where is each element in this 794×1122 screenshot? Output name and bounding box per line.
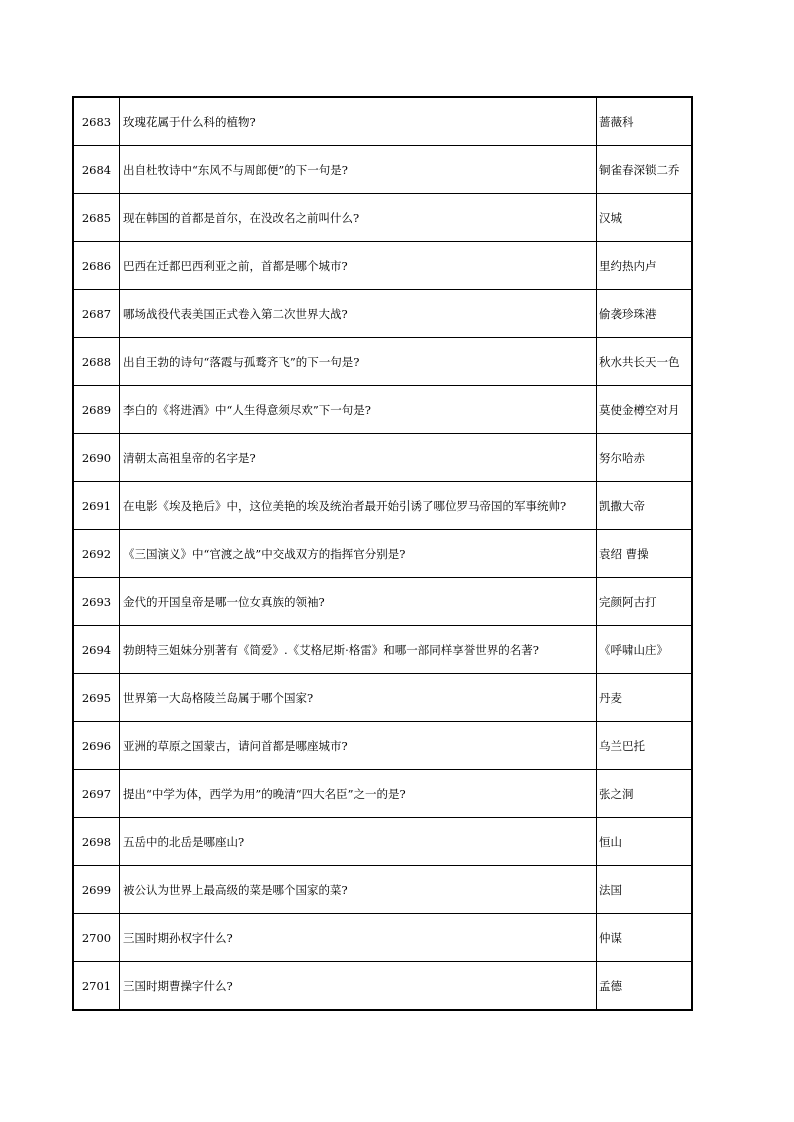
question-number: 2694 bbox=[73, 626, 120, 674]
question-number: 2684 bbox=[73, 146, 120, 194]
table-row bbox=[73, 146, 692, 194]
question-number: 2687 bbox=[73, 290, 120, 338]
table-row bbox=[73, 290, 692, 338]
answer-text: 蔷薇科 bbox=[597, 97, 693, 146]
question-text: 五岳中的北岳是哪座山? bbox=[120, 818, 597, 866]
answer-text: 孟德 bbox=[597, 962, 693, 1011]
question-number: 2699 bbox=[73, 866, 120, 914]
question-number: 2683 bbox=[73, 97, 120, 146]
answer-text: 张之洞 bbox=[597, 770, 693, 818]
question-number: 2692 bbox=[73, 530, 120, 578]
question-number: 2691 bbox=[73, 482, 120, 530]
answer-text: 秋水共长天一色 bbox=[597, 338, 693, 386]
answer-text: 丹麦 bbox=[597, 674, 693, 722]
question-text: 李白的《将进酒》中“人生得意须尽欢”下一句是? bbox=[120, 386, 597, 434]
question-text: 哪场战役代表美国正式卷入第二次世界大战? bbox=[120, 290, 597, 338]
question-text: 被公认为世界上最高级的菜是哪个国家的菜? bbox=[120, 866, 597, 914]
question-text: 在电影《埃及艳后》中，这位美艳的埃及统治者最开始引诱了哪位罗马帝国的军事统帅? bbox=[120, 482, 597, 530]
question-text: 巴西在迁都巴西利亚之前，首都是哪个城市? bbox=[120, 242, 597, 290]
answer-text: 努尔哈赤 bbox=[597, 434, 693, 482]
table-row bbox=[73, 434, 692, 482]
table-row bbox=[73, 914, 692, 962]
question-text: 出自杜牧诗中“东风不与周郎便”的下一句是? bbox=[120, 146, 597, 194]
quiz-table bbox=[72, 96, 693, 1011]
question-text: 清朝太高祖皇帝的名字是? bbox=[120, 434, 597, 482]
table-row bbox=[73, 626, 692, 674]
table-row bbox=[73, 578, 692, 626]
question-text: 三国时期曹操字什么? bbox=[120, 962, 597, 1011]
answer-text: 里约热内卢 bbox=[597, 242, 693, 290]
answer-text: 凯撒大帝 bbox=[597, 482, 693, 530]
question-number: 2700 bbox=[73, 914, 120, 962]
table-row bbox=[73, 866, 692, 914]
answer-text: 完颜阿古打 bbox=[597, 578, 693, 626]
table-row bbox=[73, 962, 692, 1011]
answer-text: 偷袭珍珠港 bbox=[597, 290, 693, 338]
table-row bbox=[73, 97, 692, 146]
table-row bbox=[73, 770, 692, 818]
question-number: 2701 bbox=[73, 962, 120, 1011]
question-text: 《三国演义》中“官渡之战”中交战双方的指挥官分别是? bbox=[120, 530, 597, 578]
question-text: 提出“中学为体，西学为用”的晚清“四大名臣”之一的是? bbox=[120, 770, 597, 818]
answer-text: 恒山 bbox=[597, 818, 693, 866]
question-text: 世界第一大岛格陵兰岛属于哪个国家? bbox=[120, 674, 597, 722]
question-number: 2698 bbox=[73, 818, 120, 866]
answer-text: 仲谋 bbox=[597, 914, 693, 962]
answer-text: 莫使金樽空对月 bbox=[597, 386, 693, 434]
question-number: 2697 bbox=[73, 770, 120, 818]
table-row bbox=[73, 386, 692, 434]
question-number: 2688 bbox=[73, 338, 120, 386]
question-text: 出自王勃的诗句“落霞与孤鹜齐飞”的下一句是? bbox=[120, 338, 597, 386]
question-text: 三国时期孙权字什么? bbox=[120, 914, 597, 962]
table-row bbox=[73, 530, 692, 578]
question-number: 2689 bbox=[73, 386, 120, 434]
question-text: 玫瑰花属于什么科的植物? bbox=[120, 97, 597, 146]
answer-text: 法国 bbox=[597, 866, 693, 914]
question-number: 2695 bbox=[73, 674, 120, 722]
answer-text: 铜雀春深锁二乔 bbox=[597, 146, 693, 194]
question-text: 金代的开国皇帝是哪一位女真族的领袖? bbox=[120, 578, 597, 626]
answer-text: 袁绍 曹操 bbox=[597, 530, 693, 578]
answer-text: 乌兰巴托 bbox=[597, 722, 693, 770]
question-number: 2690 bbox=[73, 434, 120, 482]
question-text: 亚洲的草原之国蒙古，请问首都是哪座城市? bbox=[120, 722, 597, 770]
question-text: 勃朗特三姐妹分别著有《简爱》.《艾格尼斯·格雷》和哪一部同样享誉世界的名著? bbox=[120, 626, 597, 674]
table-row bbox=[73, 482, 692, 530]
question-number: 2686 bbox=[73, 242, 120, 290]
table-row bbox=[73, 722, 692, 770]
answer-text: 《呼啸山庄》 bbox=[597, 626, 693, 674]
table-row bbox=[73, 194, 692, 242]
answer-text: 汉城 bbox=[597, 194, 693, 242]
question-number: 2696 bbox=[73, 722, 120, 770]
question-text: 现在韩国的首都是首尔，在没改名之前叫什么? bbox=[120, 194, 597, 242]
table-row bbox=[73, 338, 692, 386]
question-number: 2693 bbox=[73, 578, 120, 626]
table-row bbox=[73, 242, 692, 290]
table-row bbox=[73, 674, 692, 722]
quiz-table-body bbox=[73, 97, 692, 1010]
table-row bbox=[73, 818, 692, 866]
question-number: 2685 bbox=[73, 194, 120, 242]
